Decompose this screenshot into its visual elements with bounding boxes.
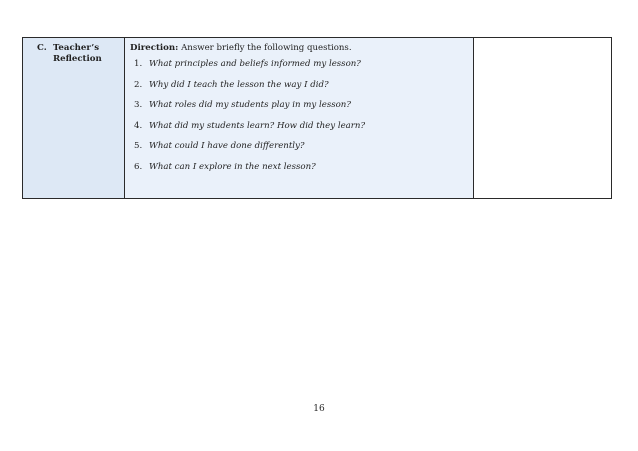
list-item xyxy=(134,100,473,121)
page-number: 16 xyxy=(313,404,325,414)
question-number: 1. xyxy=(134,59,143,69)
question-text: Why did I teach the lesson the way I did? xyxy=(149,79,329,90)
question-number: 4. xyxy=(134,120,143,131)
direction-heading: Direction: xyxy=(130,43,179,53)
questions-cell xyxy=(125,38,474,199)
question-text: What did my students learn? How did they learn? xyxy=(149,120,366,131)
question-text: What principles and beliefs informed my lesson? xyxy=(149,59,361,69)
question-number: 6. xyxy=(134,161,143,172)
question-text: What could I have done differently? xyxy=(149,141,305,151)
section-label xyxy=(23,38,124,65)
list-item xyxy=(134,59,473,80)
question-number: 2. xyxy=(134,79,143,90)
list-item xyxy=(134,141,473,162)
section-label-cell xyxy=(23,38,125,199)
question-text: What can I explore in the next lesson? xyxy=(149,161,316,172)
list-item xyxy=(134,121,473,142)
reflection-table xyxy=(22,37,612,199)
direction-text: Answer briefly the following questions. xyxy=(178,43,352,53)
section-title: Teacher’s Reflection xyxy=(53,43,102,64)
section-letter: C. xyxy=(37,43,47,53)
table-row xyxy=(23,38,612,199)
direction-line xyxy=(130,43,473,54)
list-item xyxy=(134,80,473,101)
question-text: What roles did my students play in my lesson? xyxy=(149,100,351,110)
question-number: 3. xyxy=(134,100,143,110)
question-number: 5. xyxy=(134,141,143,151)
notes-cell xyxy=(474,38,612,199)
list-item xyxy=(134,162,473,183)
question-list xyxy=(130,59,473,182)
